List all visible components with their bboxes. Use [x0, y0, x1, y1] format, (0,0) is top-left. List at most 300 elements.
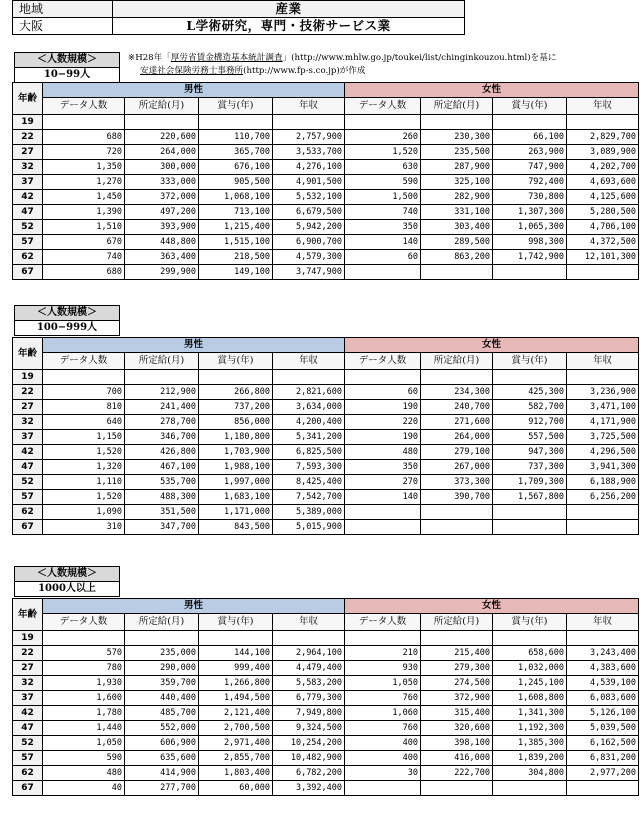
value-cell: 760 [345, 691, 421, 706]
value-cell: 304,800 [493, 766, 567, 781]
value-cell: 372,900 [421, 691, 493, 706]
value-cell: 220,600 [125, 130, 199, 145]
column-header: 賞与(年) [199, 614, 273, 631]
value-cell: 400 [345, 751, 421, 766]
value-cell: 737,300 [493, 460, 567, 475]
table-row [13, 721, 639, 736]
value-cell: 810 [43, 400, 125, 415]
value-cell: 359,700 [125, 676, 199, 691]
value-cell: 299,900 [125, 265, 199, 280]
table-row [13, 130, 639, 145]
value-cell: 60 [345, 385, 421, 400]
value-cell: 1,050 [43, 736, 125, 751]
value-cell: 480 [43, 766, 125, 781]
value-cell: 720 [43, 145, 125, 160]
value-cell: 1,110 [43, 475, 125, 490]
value-cell: 351,500 [125, 505, 199, 520]
value-cell: 1,742,900 [493, 250, 567, 265]
value-cell: 331,100 [421, 205, 493, 220]
value-cell [345, 265, 421, 280]
value-cell [273, 115, 345, 130]
value-cell: 235,000 [125, 646, 199, 661]
age-cell: 37 [13, 430, 43, 445]
column-header: データ人数 [345, 98, 421, 115]
value-cell: 398,100 [421, 736, 493, 751]
value-cell: 240,700 [421, 400, 493, 415]
value-cell [345, 370, 421, 385]
value-cell: 287,900 [421, 160, 493, 175]
value-cell: 590 [345, 175, 421, 190]
value-cell: 947,300 [493, 445, 567, 460]
column-header: 賞与(年) [493, 353, 567, 370]
value-cell: 210 [345, 646, 421, 661]
value-cell [493, 505, 567, 520]
value-cell [567, 520, 639, 535]
value-cell: 792,400 [493, 175, 567, 190]
size-caption: ＜人数規模＞ [15, 306, 119, 321]
note-line2-rest: (http://www.fp-s.co.jp)が作成 [243, 66, 366, 76]
value-cell [421, 505, 493, 520]
value-cell [567, 505, 639, 520]
value-cell: 277,700 [125, 781, 199, 796]
value-cell: 4,276,100 [273, 160, 345, 175]
value-cell: 350 [345, 460, 421, 475]
value-cell: 3,941,300 [567, 460, 639, 475]
male-header: 男性 [43, 338, 345, 353]
value-cell: 4,901,500 [273, 175, 345, 190]
value-cell: 40 [43, 781, 125, 796]
value-cell [43, 115, 125, 130]
value-cell: 440,400 [125, 691, 199, 706]
value-cell: 9,324,500 [273, 721, 345, 736]
value-cell: 220 [345, 415, 421, 430]
value-cell: 1,703,900 [199, 445, 273, 460]
value-cell: 271,600 [421, 415, 493, 430]
value-cell: 1,520 [345, 145, 421, 160]
value-cell: 4,372,500 [567, 235, 639, 250]
value-cell: 149,100 [199, 265, 273, 280]
value-cell: 912,700 [493, 415, 567, 430]
value-cell: 346,700 [125, 430, 199, 445]
industry-value: L学術研究，専門・技術サービス業 [113, 18, 465, 35]
value-cell: 448,800 [125, 235, 199, 250]
value-cell: 270 [345, 475, 421, 490]
value-cell: 1,350 [43, 160, 125, 175]
note-prefix: ※H28年「 [128, 53, 171, 63]
value-cell: 606,900 [125, 736, 199, 751]
value-cell: 5,126,100 [567, 706, 639, 721]
table-row [13, 736, 639, 751]
value-cell [43, 631, 125, 646]
age-cell: 52 [13, 220, 43, 235]
table-row [13, 631, 639, 646]
table-row [13, 115, 639, 130]
size-box [14, 52, 120, 83]
value-cell: 1,520 [43, 490, 125, 505]
value-cell: 60 [345, 250, 421, 265]
value-cell [125, 370, 199, 385]
value-cell [493, 520, 567, 535]
value-cell: 414,900 [125, 766, 199, 781]
value-cell: 4,579,300 [273, 250, 345, 265]
wage-table [12, 337, 639, 535]
value-cell: 1,090 [43, 505, 125, 520]
value-cell: 3,089,900 [567, 145, 639, 160]
value-cell: 390,700 [421, 490, 493, 505]
table-row [13, 490, 639, 505]
value-cell: 480 [345, 445, 421, 460]
table-row [13, 220, 639, 235]
value-cell: 1,307,300 [493, 205, 567, 220]
value-cell: 350 [345, 220, 421, 235]
age-cell: 32 [13, 160, 43, 175]
column-header: 年収 [273, 614, 345, 631]
value-cell: 264,000 [125, 145, 199, 160]
age-cell: 67 [13, 781, 43, 796]
value-cell: 488,300 [125, 490, 199, 505]
age-cell: 62 [13, 250, 43, 265]
value-cell: 2,964,100 [273, 646, 345, 661]
age-cell: 22 [13, 130, 43, 145]
age-header: 年齢 [13, 83, 43, 115]
value-cell: 680 [43, 130, 125, 145]
value-cell: 1,520 [43, 445, 125, 460]
value-cell: 737,200 [199, 400, 273, 415]
table-row [13, 781, 639, 796]
column-header: データ人数 [345, 614, 421, 631]
value-cell: 6,256,200 [567, 490, 639, 505]
value-cell [493, 265, 567, 280]
column-header: 賞与(年) [199, 353, 273, 370]
value-cell: 282,900 [421, 190, 493, 205]
age-cell: 37 [13, 691, 43, 706]
age-cell: 62 [13, 766, 43, 781]
value-cell: 212,900 [125, 385, 199, 400]
value-cell: 190 [345, 430, 421, 445]
value-cell: 670 [43, 235, 125, 250]
value-cell: 3,243,400 [567, 646, 639, 661]
value-cell: 760 [345, 721, 421, 736]
value-cell [345, 115, 421, 130]
age-cell: 57 [13, 235, 43, 250]
value-cell: 1,608,800 [493, 691, 567, 706]
value-cell: 1,050 [345, 676, 421, 691]
table-row [13, 520, 639, 535]
value-cell: 740 [345, 205, 421, 220]
column-header: 賞与(年) [493, 98, 567, 115]
value-cell: 425,300 [493, 385, 567, 400]
value-cell: 676,100 [199, 160, 273, 175]
value-cell: 1,171,000 [199, 505, 273, 520]
value-cell: 998,300 [493, 235, 567, 250]
value-cell: 416,000 [421, 751, 493, 766]
value-cell: 700 [43, 385, 125, 400]
region-value: 大阪 [13, 18, 113, 35]
age-header: 年齢 [13, 338, 43, 370]
value-cell: 1,683,100 [199, 490, 273, 505]
size-caption: ＜人数規模＞ [15, 53, 119, 68]
value-cell: 60,000 [199, 781, 273, 796]
value-cell: 843,500 [199, 520, 273, 535]
section-10-99 [12, 50, 638, 292]
value-cell: 400 [345, 736, 421, 751]
column-header: 所定給(月) [421, 98, 493, 115]
value-cell: 7,949,800 [273, 706, 345, 721]
value-cell: 7,593,300 [273, 460, 345, 475]
table-row [13, 385, 639, 400]
table-row [13, 460, 639, 475]
value-cell: 6,825,500 [273, 445, 345, 460]
age-cell: 47 [13, 460, 43, 475]
value-cell: 1,997,000 [199, 475, 273, 490]
value-cell: 3,392,400 [273, 781, 345, 796]
value-cell: 2,829,700 [567, 130, 639, 145]
value-cell: 3,533,700 [273, 145, 345, 160]
value-cell: 241,400 [125, 400, 199, 415]
value-cell: 5,015,900 [273, 520, 345, 535]
value-cell: 230,300 [421, 130, 493, 145]
value-cell: 635,600 [125, 751, 199, 766]
table-row [13, 646, 639, 661]
value-cell [199, 115, 273, 130]
age-cell: 42 [13, 445, 43, 460]
value-cell [199, 370, 273, 385]
value-cell: 266,800 [199, 385, 273, 400]
value-cell: 4,383,600 [567, 661, 639, 676]
age-cell: 57 [13, 490, 43, 505]
age-cell: 19 [13, 115, 43, 130]
value-cell: 66,100 [493, 130, 567, 145]
age-cell: 62 [13, 505, 43, 520]
value-cell: 260 [345, 130, 421, 145]
value-cell: 1,068,100 [199, 190, 273, 205]
value-cell: 3,725,500 [567, 430, 639, 445]
age-cell: 32 [13, 415, 43, 430]
value-cell: 279,100 [421, 445, 493, 460]
value-cell: 372,000 [125, 190, 199, 205]
table-row [13, 475, 639, 490]
table-row [13, 235, 639, 250]
table-row [13, 265, 639, 280]
value-cell: 264,000 [421, 430, 493, 445]
value-cell: 426,800 [125, 445, 199, 460]
value-cell [273, 631, 345, 646]
value-cell: 310 [43, 520, 125, 535]
value-cell: 1,180,800 [199, 430, 273, 445]
value-cell: 1,270 [43, 175, 125, 190]
value-cell: 1,450 [43, 190, 125, 205]
value-cell: 740 [43, 250, 125, 265]
value-cell: 8,425,400 [273, 475, 345, 490]
value-cell: 1,440 [43, 721, 125, 736]
value-cell [273, 370, 345, 385]
value-cell: 140 [345, 235, 421, 250]
age-cell: 19 [13, 631, 43, 646]
value-cell: 1,192,300 [493, 721, 567, 736]
value-cell: 274,500 [421, 676, 493, 691]
value-cell: 2,977,200 [567, 766, 639, 781]
age-header: 年齢 [13, 599, 43, 631]
value-cell: 363,400 [125, 250, 199, 265]
value-cell: 1,500 [345, 190, 421, 205]
value-cell: 1,930 [43, 676, 125, 691]
value-cell [199, 631, 273, 646]
size-value: 10−99人 [15, 68, 119, 82]
value-cell: 747,900 [493, 160, 567, 175]
note-office-link[interactable]: 安達社会保険労務士事務所 [140, 66, 244, 76]
table-row [13, 175, 639, 190]
female-header: 女性 [345, 83, 639, 98]
value-cell: 6,779,300 [273, 691, 345, 706]
value-cell: 144,100 [199, 646, 273, 661]
table-row [13, 751, 639, 766]
wage-table [12, 598, 639, 796]
table-row [13, 415, 639, 430]
column-header: 年収 [273, 98, 345, 115]
value-cell [345, 505, 421, 520]
value-cell: 2,121,400 [199, 706, 273, 721]
value-cell: 2,855,700 [199, 751, 273, 766]
table-row [13, 430, 639, 445]
value-cell [493, 631, 567, 646]
value-cell: 1,510 [43, 220, 125, 235]
value-cell: 1,215,400 [199, 220, 273, 235]
age-cell: 67 [13, 520, 43, 535]
value-cell [125, 631, 199, 646]
column-header: 年収 [273, 353, 345, 370]
value-cell: 1,060 [345, 706, 421, 721]
value-cell: 1,032,000 [493, 661, 567, 676]
value-cell: 930 [345, 661, 421, 676]
female-header: 女性 [345, 599, 639, 614]
value-cell: 6,083,600 [567, 691, 639, 706]
age-cell: 57 [13, 751, 43, 766]
age-cell: 47 [13, 721, 43, 736]
value-cell: 4,171,900 [567, 415, 639, 430]
age-cell: 52 [13, 475, 43, 490]
column-header: 所定給(月) [125, 614, 199, 631]
value-cell: 4,706,100 [567, 220, 639, 235]
value-cell: 582,700 [493, 400, 567, 415]
value-cell: 1,988,100 [199, 460, 273, 475]
size-caption: ＜人数規模＞ [15, 567, 119, 582]
value-cell: 2,971,400 [199, 736, 273, 751]
value-cell: 3,634,000 [273, 400, 345, 415]
value-cell: 630 [345, 160, 421, 175]
value-cell: 303,400 [421, 220, 493, 235]
value-cell: 5,341,200 [273, 430, 345, 445]
value-cell: 640 [43, 415, 125, 430]
value-cell: 333,000 [125, 175, 199, 190]
value-cell: 5,532,100 [273, 190, 345, 205]
value-cell [493, 781, 567, 796]
value-cell: 658,600 [493, 646, 567, 661]
table-row [13, 250, 639, 265]
value-cell: 1,515,100 [199, 235, 273, 250]
value-cell: 30 [345, 766, 421, 781]
table-row [13, 370, 639, 385]
age-cell: 52 [13, 736, 43, 751]
size-value: 100−999人 [15, 321, 119, 335]
value-cell: 497,200 [125, 205, 199, 220]
value-cell [567, 370, 639, 385]
value-cell: 4,125,600 [567, 190, 639, 205]
value-cell: 552,000 [125, 721, 199, 736]
value-cell: 557,500 [493, 430, 567, 445]
value-cell: 2,821,600 [273, 385, 345, 400]
column-header: データ人数 [43, 353, 125, 370]
header-table [12, 0, 465, 35]
value-cell: 218,500 [199, 250, 273, 265]
value-cell [421, 520, 493, 535]
age-cell: 32 [13, 676, 43, 691]
value-cell: 4,539,100 [567, 676, 639, 691]
value-cell: 780 [43, 661, 125, 676]
column-header: データ人数 [345, 353, 421, 370]
note-survey-link[interactable]: 厚労省賃金構造基本統計調査 [170, 53, 283, 63]
value-cell: 2,700,500 [199, 721, 273, 736]
value-cell: 3,747,900 [273, 265, 345, 280]
age-cell: 37 [13, 175, 43, 190]
value-cell [567, 265, 639, 280]
age-cell: 27 [13, 145, 43, 160]
age-cell: 22 [13, 385, 43, 400]
value-cell: 1,600 [43, 691, 125, 706]
value-cell: 263,900 [493, 145, 567, 160]
value-cell: 1,150 [43, 430, 125, 445]
value-cell: 110,700 [199, 130, 273, 145]
value-cell [345, 781, 421, 796]
value-cell [421, 265, 493, 280]
value-cell [421, 115, 493, 130]
table-row [13, 400, 639, 415]
value-cell: 1,341,300 [493, 706, 567, 721]
column-header: 年収 [567, 98, 639, 115]
value-cell: 6,831,200 [567, 751, 639, 766]
value-cell [421, 370, 493, 385]
value-cell: 234,300 [421, 385, 493, 400]
age-cell: 27 [13, 400, 43, 415]
value-cell: 140 [345, 490, 421, 505]
age-cell: 22 [13, 646, 43, 661]
value-cell: 856,000 [199, 415, 273, 430]
age-cell: 47 [13, 205, 43, 220]
value-cell: 12,101,300 [567, 250, 639, 265]
table-row [13, 505, 639, 520]
value-cell [493, 115, 567, 130]
table-row [13, 691, 639, 706]
value-cell: 190 [345, 400, 421, 415]
value-cell: 3,236,900 [567, 385, 639, 400]
value-cell: 289,500 [421, 235, 493, 250]
value-cell: 315,400 [421, 706, 493, 721]
value-cell: 1,780 [43, 706, 125, 721]
value-cell: 1,494,500 [199, 691, 273, 706]
size-box [14, 566, 120, 597]
age-cell: 27 [13, 661, 43, 676]
value-cell: 999,400 [199, 661, 273, 676]
table-row [13, 190, 639, 205]
female-header: 女性 [345, 338, 639, 353]
value-cell: 905,500 [199, 175, 273, 190]
size-value: 1000人以上 [15, 582, 119, 596]
section-1000-plus [12, 566, 638, 812]
value-cell: 1,385,300 [493, 736, 567, 751]
value-cell: 4,296,500 [567, 445, 639, 460]
column-header: 所定給(月) [421, 353, 493, 370]
value-cell: 5,942,200 [273, 220, 345, 235]
value-cell: 4,479,400 [273, 661, 345, 676]
